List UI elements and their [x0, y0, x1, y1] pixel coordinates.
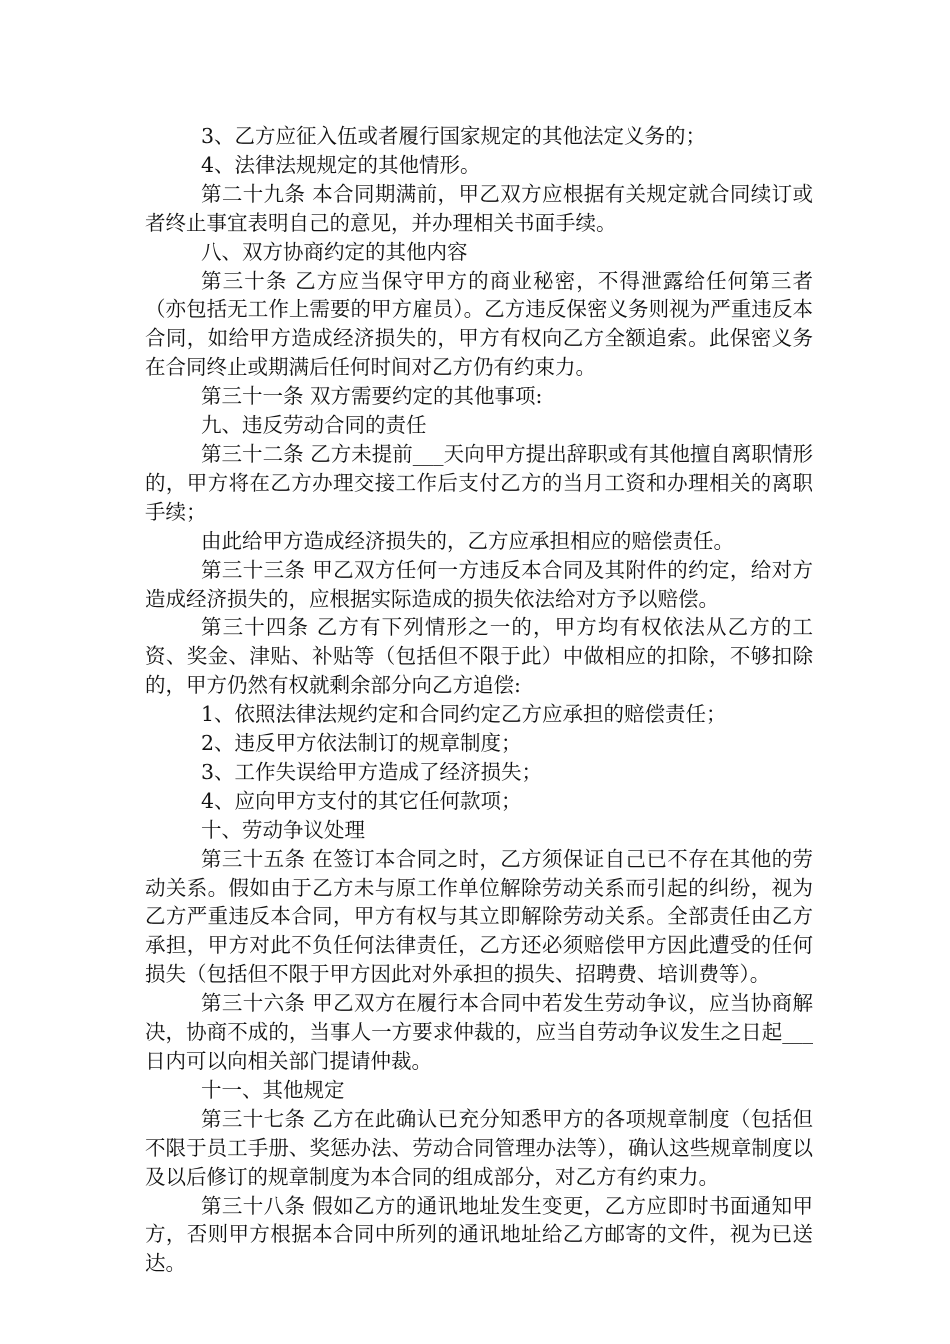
article-29: 第二十九条 本合同期满前，甲乙双方应根据有关规定就合同续订或者终止事宜表明自己的意见，并办理相关书面手续。	[145, 181, 813, 235]
section-heading-9: 九、违反劳动合同的责任	[201, 413, 427, 438]
deduction-item-3: 3、工作失误给甲方造成了经济损失；	[201, 759, 543, 784]
article-32: 第三十二条 乙方未提前___天向甲方提出辞职或有其他擅自离职情形的，甲方将在乙方办理交接工作后支付乙方的当月工资和办理相关的离职手续；	[145, 441, 813, 524]
section-heading-8: 八、双方协商约定的其他内容	[201, 239, 468, 264]
article-33: 第三十三条 甲乙双方任何一方违反本合同及其附件的约定，给对方造成经济损失的，应根据实际造成的损失依法给对方予以赔偿。	[145, 557, 813, 611]
article-30: 第三十条 乙方应当保守甲方的商业秘密，不得泄露给任何第三者（亦包括无工作上需要的甲方雇员）。乙方违反保密义务则视为严重违反本合同，如给甲方造成经济损失的，甲方有权向乙方全额追索。此保密义务在合同终止或期满后任何时间对乙方仍有约束力。	[145, 268, 813, 380]
section-heading-11: 十一、其他规定	[201, 1077, 345, 1102]
clause-item-3: 3、乙方应征入伍或者履行国家规定的其他法定义务的；	[201, 124, 707, 148]
section-heading-10: 十、劳动争议处理	[201, 817, 365, 842]
article-32-continued: 由此给甲方造成经济损失的，乙方应承担相应的赔偿责任。	[201, 528, 734, 553]
article-31: 第三十一条 双方需要约定的其他事项:	[201, 384, 543, 409]
article-37: 第三十七条 乙方在此确认已充分知悉甲方的各项规章制度（包括但不限于员工手册、奖惩办法、劳动合同管理办法等），确认这些规章制度以及以后修订的规章制度为本合同的组成部分，对乙方有约束力。	[145, 1106, 813, 1189]
document-body	[145, 122, 813, 1278]
article-36: 第三十六条 甲乙双方在履行本合同中若发生劳动争议，应当协商解决，协商不成的，当事人一方要求仲裁的，应当自劳动争议发生之日起___日内可以向相关部门提请仲裁。	[145, 991, 813, 1073]
article-34: 第三十四条 乙方有下列情形之一的，甲方均有权依法从乙方的工资、奖金、津贴、补贴等（包括但不限于此）中做相应的扣除，不够扣除的，甲方仍然有权就剩余部分向乙方追偿:	[145, 615, 813, 698]
deduction-item-1: 1、依照法律法规约定和合同约定乙方应承担的赔偿责任；	[201, 702, 727, 727]
deduction-item-2: 2、违反甲方依法制订的规章制度；	[201, 731, 522, 756]
article-38: 第三十八条 假如乙方的通讯地址发生变更，乙方应即时书面通知甲方，否则甲方根据本合同中所列的通讯地址给乙方邮寄的文件，视为已送达。	[145, 1193, 813, 1276]
deduction-item-4: 4、应向甲方支付的其它任何款项；	[201, 788, 522, 813]
clause-item-4: 4、法律法规规定的其他情形。	[201, 152, 481, 177]
article-35: 第三十五条 在签订本合同之时，乙方须保证自己已不存在其他的劳动关系。假如由于乙方未与原工作单位解除劳动关系而引起的纠纷，视为乙方严重违反本合同，甲方有权与其立即解除劳动关系。全部责任由乙方承担，甲方对此不负任何法律责任，乙方还必须赔偿甲方因此遭受的任何损失（包括但不限于甲方因此对外承担的损失、招聘费、培训费等）。	[145, 846, 813, 987]
